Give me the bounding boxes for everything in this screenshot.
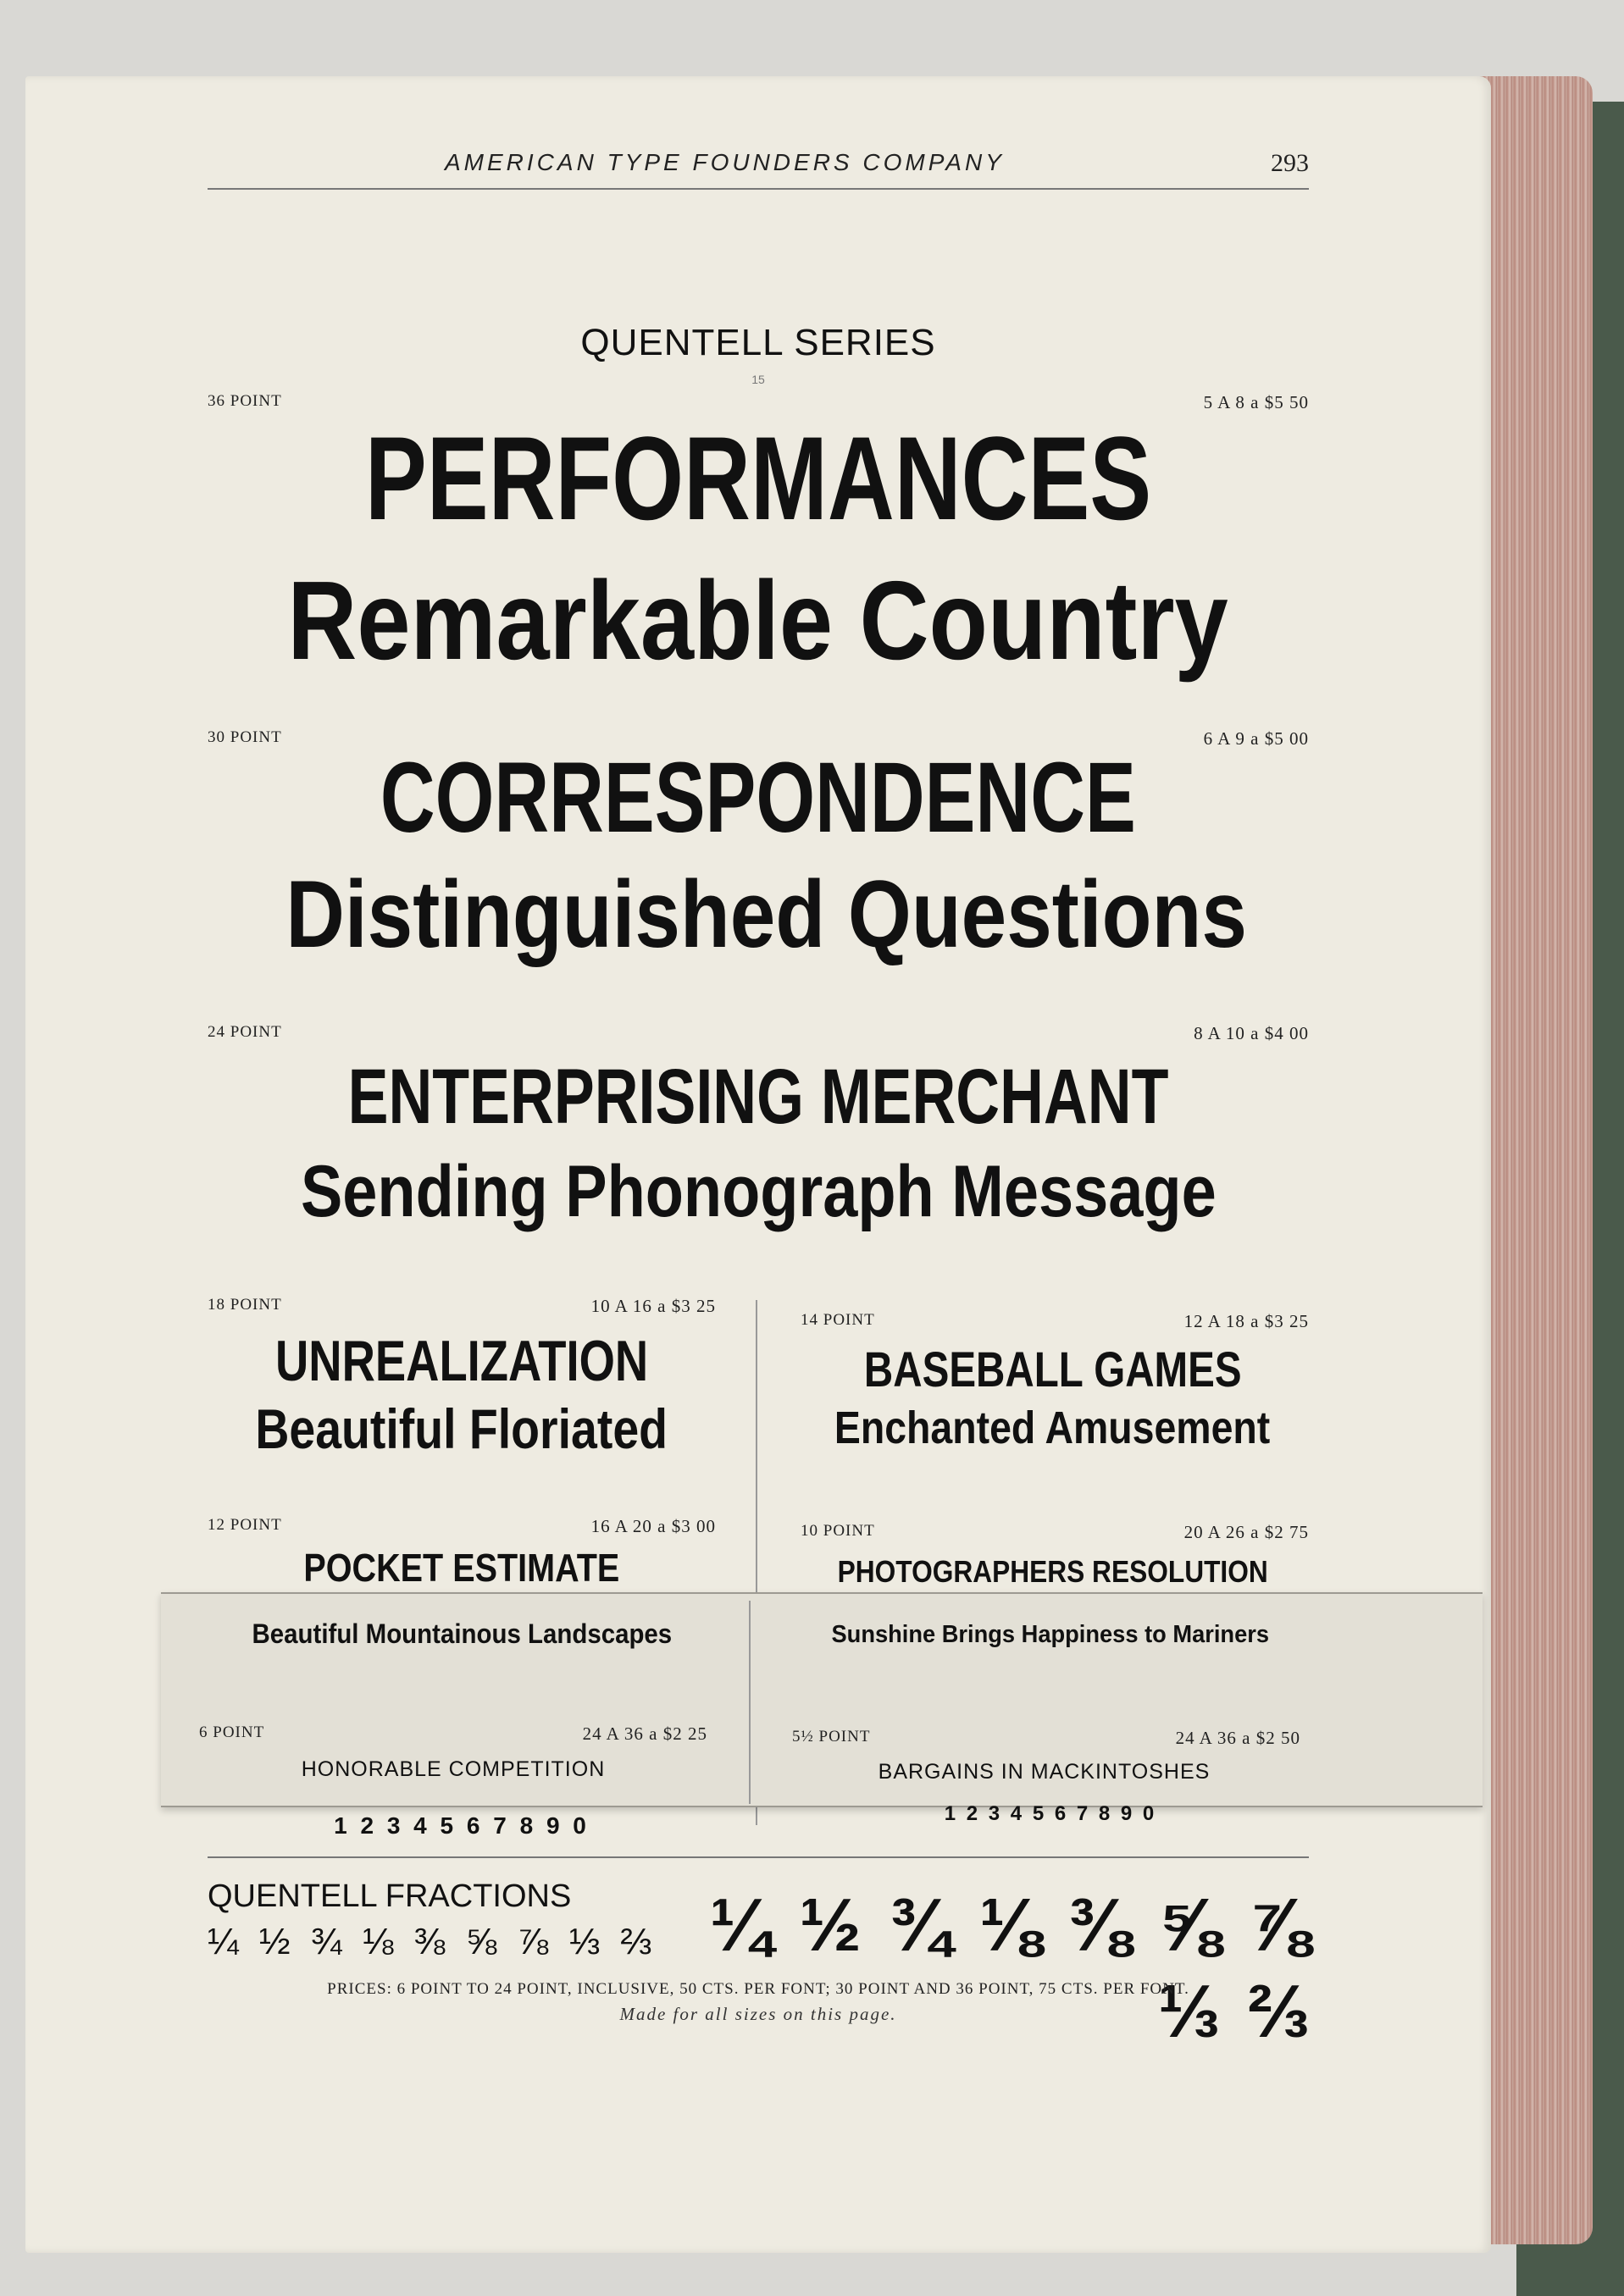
specimen-30-lower (208, 861, 1309, 967)
specimen-14-lower (796, 1402, 1309, 1454)
specimen-14-caps (796, 1342, 1309, 1397)
series-title: QUENTELL SERIES (580, 322, 936, 363)
specimen-36-lower (208, 559, 1309, 682)
specimen-10-lower-text: Sunshine Brings Happiness to Mariners (831, 1621, 1270, 1648)
fractions-large: ¼ ½ ¾ ⅛ ⅜ ⅝ ⅞ ⅓ ⅔ (709, 1883, 1313, 2053)
strip-divider (749, 1601, 751, 1804)
price-10: 20 A 26 a $2 75 (1183, 1522, 1309, 1542)
footer-prices: PRICES: 6 POINT TO 24 POINT, INCLUSIVE, 50 CTS. PER FONT; 30 POINT AND 36 POINT, 75 CTS. PER FONT. (327, 1980, 1189, 1998)
fractions-rule (208, 1856, 1309, 1858)
specimen-18-caps (208, 1330, 716, 1393)
specimen-24-caps-text: ENTERPRISING MERCHANT (347, 1054, 1169, 1140)
specimen-24-lower-text: Sending Phonograph Message (300, 1151, 1217, 1232)
specimen-30-lower-text: Distinguished Questions (285, 861, 1247, 967)
page-edges (1474, 76, 1593, 2244)
specimen-18-caps-text: UNREALIZATION (274, 1329, 649, 1393)
specimen-10-caps (796, 1554, 1309, 1590)
specimen-12-caps-text: POCKET ESTIMATE (303, 1546, 620, 1590)
specimen-36-lower-text: Remarkable Country (287, 558, 1229, 683)
page-number: 293 (1271, 149, 1309, 177)
footer-made: Made for all sizes on this page. (619, 2004, 897, 2024)
size-label-30: 30 POINT (208, 728, 282, 746)
specimen-18-lower-text: Beautiful Floriated (255, 1397, 668, 1460)
figures-6: 1 2 3 4 5 6 7 8 9 0 (334, 1812, 590, 1839)
size-label-6: 6 POINT (199, 1723, 265, 1741)
size-label-14: 14 POINT (801, 1311, 875, 1329)
fractions-small: ¼ ½ ¾ ⅛ ⅜ ⅝ ⅞ ⅓ ⅔ (208, 1921, 657, 1962)
specimen-36-caps (208, 412, 1309, 545)
size-label-5half: 5½ POINT (792, 1728, 871, 1746)
specimen-30-caps-text: CORRESPONDENCE (380, 742, 1136, 854)
price-14: 12 A 18 a $3 25 (1183, 1311, 1309, 1331)
fractions-title: QUENTELL FRACTIONS (208, 1878, 572, 1914)
specimen-12-caps (208, 1546, 716, 1590)
specimen-30-caps (208, 742, 1309, 854)
running-title: AMERICAN TYPE FOUNDERS COMPANY (445, 149, 1005, 175)
price-5half: 24 A 36 a $2 50 (1175, 1728, 1300, 1748)
size-label-18: 18 POINT (208, 1296, 282, 1314)
size-label-10: 10 POINT (801, 1522, 875, 1540)
running-header (208, 144, 1309, 190)
specimen-14-lower-text: Enchanted Amusement (834, 1402, 1271, 1453)
size-label-24: 24 POINT (208, 1023, 282, 1041)
price-36: 5 A 8 a $5 50 (1203, 392, 1309, 412)
price-12: 16 A 20 a $3 00 (590, 1516, 716, 1536)
specimen-10-lower (779, 1619, 1322, 1650)
figures-5half: 1 2 3 4 5 6 7 8 9 0 (944, 1802, 1157, 1825)
specimen-24-lower (208, 1152, 1309, 1232)
specimen-14-caps-text: BASEBALL GAMES (863, 1342, 1242, 1397)
size-label-36: 36 POINT (208, 392, 282, 410)
price-24: 8 A 10 a $4 00 (1194, 1023, 1309, 1043)
specimen-36-caps-text: PERFORMANCES (364, 412, 1152, 545)
specimen-10-caps-text: PHOTOGRAPHERS RESOLUTION (837, 1554, 1268, 1589)
size-label-12: 12 POINT (208, 1516, 282, 1534)
specimen-24-caps (208, 1054, 1309, 1139)
specimen-6-caps: HONORABLE COMPETITION (301, 1757, 606, 1781)
specimen-12-lower (191, 1618, 733, 1650)
specimen-12-lower-text: Beautiful Mountainous Landscapes (252, 1618, 672, 1649)
specimen-5half-caps: BARGAINS IN MACKINTOSHES (878, 1760, 1211, 1784)
price-30: 6 A 9 a $5 00 (1203, 728, 1309, 749)
price-6: 24 A 36 a $2 25 (582, 1723, 707, 1744)
tiny-mark: 15 (751, 373, 765, 386)
specimen-18-lower (208, 1397, 716, 1461)
price-18: 10 A 16 a $3 25 (590, 1296, 716, 1316)
